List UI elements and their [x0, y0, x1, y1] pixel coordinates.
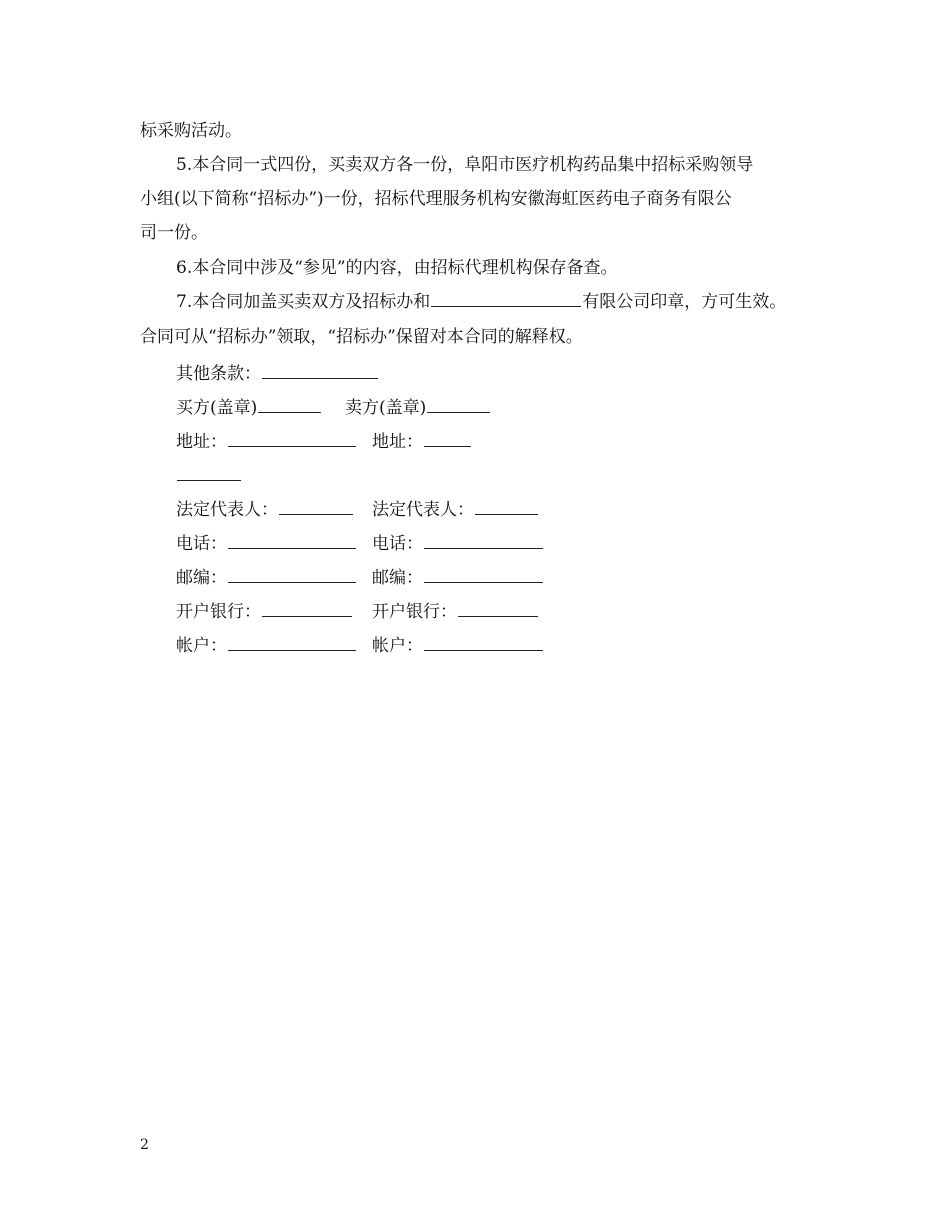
seller-phone-blank[interactable]	[424, 532, 543, 549]
seller-address-label: 地址：	[372, 432, 423, 452]
page-number: 2	[140, 1137, 149, 1153]
clause-7-text: 合同可从“招标办”领取，“招标办”保留对本合同的解释权。	[140, 327, 583, 347]
clause-7-text: 有限公司印章，方可生效。	[582, 292, 787, 312]
clause-6-text: 6.本合同中涉及“参见”的内容，由招标代理机构保存备查。	[176, 258, 618, 278]
buyer-phone-blank[interactable]	[228, 532, 356, 549]
seller-account-label: 帐户：	[372, 636, 423, 656]
buyer-address-blank[interactable]	[228, 430, 356, 447]
legal-rep-row	[176, 498, 474, 522]
buyer-account-blank[interactable]	[228, 634, 356, 651]
buyer-bank-blank[interactable]	[262, 600, 352, 617]
seller-address-blank[interactable]	[424, 430, 471, 447]
clause-6-line	[176, 256, 618, 280]
seller-bank-label: 开户银行：	[372, 602, 457, 622]
postcode-row	[176, 566, 423, 590]
company-name-blank[interactable]	[431, 290, 581, 307]
clause-7-line-1	[176, 290, 786, 314]
body-text: 标采购活动。	[140, 121, 242, 141]
seller-legal-rep-label: 法定代表人：	[372, 500, 474, 520]
clause-7-text: 7.本合同加盖买卖双方及招标办和	[176, 292, 431, 312]
seller-postcode-blank[interactable]	[424, 566, 543, 583]
clause-5-text: 小组(以下简称“招标办”)一份，招标代理服务机构安徽海虹医药电子商务有限公	[140, 189, 732, 209]
buyer-bank-label: 开户银行：	[176, 602, 261, 622]
address-continuation-row	[176, 464, 242, 488]
seller-seal-blank[interactable]	[427, 396, 490, 413]
buyer-account-label: 帐户：	[176, 636, 227, 656]
seller-postcode-label: 邮编：	[372, 568, 423, 588]
buyer-phone-label: 电话：	[176, 534, 227, 554]
seal-row	[176, 396, 427, 420]
buyer-address-label: 地址：	[176, 432, 227, 452]
address-row	[176, 430, 423, 454]
clause-5-line-2	[140, 187, 732, 211]
clause-5-line-3	[140, 221, 208, 245]
clause-5-line-1	[176, 153, 753, 177]
seller-bank-blank[interactable]	[458, 600, 538, 617]
seller-legal-rep-blank[interactable]	[475, 498, 538, 515]
clause-7-line-2	[140, 325, 583, 349]
address-continuation-blank[interactable]	[177, 464, 241, 481]
buyer-postcode-blank[interactable]	[228, 566, 356, 583]
other-terms-row	[176, 362, 379, 386]
other-terms-blank[interactable]	[262, 362, 378, 379]
account-row	[176, 634, 423, 658]
bank-row	[176, 600, 457, 624]
buyer-seal-label: 买方(盖章)	[176, 398, 258, 418]
other-terms-label: 其他条款：	[176, 364, 261, 384]
clause-5-text: 司一份。	[140, 223, 208, 243]
seller-phone-label: 电话：	[372, 534, 423, 554]
clause-5-text: 5.本合同一式四份，买卖双方各一份，阜阳市医疗机构药品集中招标采购领导	[176, 155, 754, 175]
seller-seal-label: 卖方(盖章)	[345, 398, 427, 418]
buyer-legal-rep-label: 法定代表人：	[176, 500, 278, 520]
buyer-postcode-label: 邮编：	[176, 568, 227, 588]
buyer-legal-rep-blank[interactable]	[279, 498, 353, 515]
seller-account-blank[interactable]	[424, 634, 543, 651]
paragraph-line	[140, 119, 242, 143]
phone-row	[176, 532, 423, 556]
buyer-seal-blank[interactable]	[258, 396, 321, 413]
